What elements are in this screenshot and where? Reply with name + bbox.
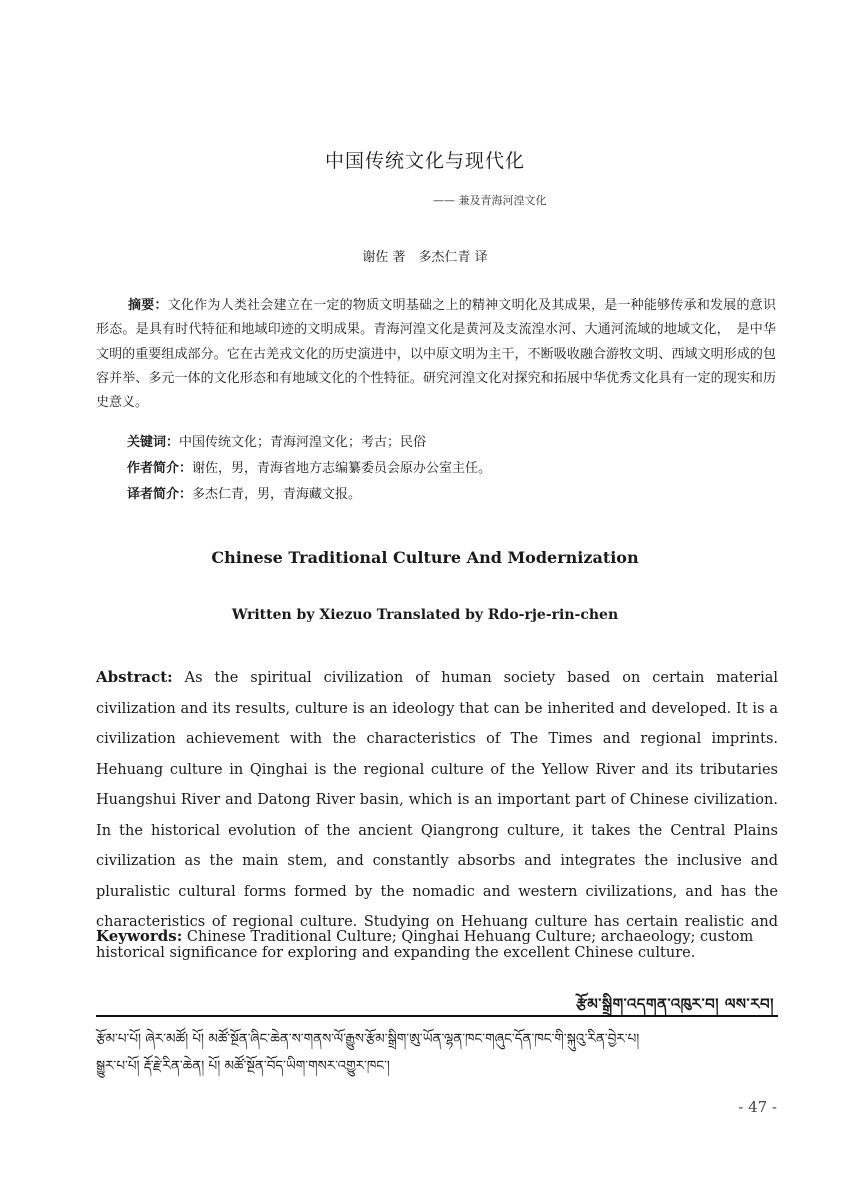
- page-number: - 47 -: [738, 1098, 777, 1116]
- keywords-cn-label: 关键词：: [127, 435, 180, 450]
- abstract-cn-text: 文化作为人类社会建立在一定的物质文明基础之上的精神文明化及其成果，是一种能够传承和发展的意识形态。是具有时代特征和地域印迹的文明成果。青海河湟文化是黄河及支流湟水河、大通河流域的地域文化， 是中华文明的重要组成部分。它在古羌戎文化的历史演进中，以中原文明为主干，不断吸收融合游牧文明、西域文明形成的包容并举、多元一体的文化形态和有地域文化的个性特征。研究河湟文化对探究和拓展中华优秀文化具有一定的现实和历史意义。: [96, 298, 776, 411]
- keywords-cn-text: 中国传统文化；青海河湟文化；考古；民俗: [179, 435, 427, 450]
- abstract-en-label: Abstract:: [96, 668, 173, 686]
- keywords-cn: [127, 431, 426, 450]
- abstract-cn-label: 摘要：: [128, 298, 168, 313]
- tibetan-author-line: རྩོམ་པ་པོ། ཞེར་མཚོ། པོ། མཚོ་སྔོན་ཞིང་ཆེན་ས་གནས་ལོ་རྒྱུས་རྩོམ་སྒྲིག་ཨུ་ཡོན་ལྷན་ཁང་གཞུང་དོན་ཁང་གི་སྐུའུ་རིན་བྱེར་པ།: [96, 1031, 640, 1047]
- author-intro-text: 谢佐，男，青海省地方志编纂委员会原办公室主任。: [192, 461, 492, 476]
- keywords-en-label: Keywords:: [96, 927, 183, 945]
- authors-cn: 谢佐 著 多杰仁青 译: [362, 250, 488, 265]
- translator-intro-text: 多杰仁青，男，青海藏文报。: [192, 487, 362, 502]
- keywords-en-text: Chinese Traditional Culture; Qinghai Hehuang Culture; archaeology; custom: [182, 929, 754, 945]
- abstract-en: [96, 662, 778, 968]
- abstract-cn: [96, 294, 776, 415]
- divider: [96, 1015, 778, 1017]
- tibetan-header: རྩོམ་སྒྲིག་འདགན་འཁུར་བ། ལས་རབ།: [576, 995, 774, 1013]
- author-intro: [127, 457, 491, 476]
- article-subtitle: —— 兼及青海河湟文化: [433, 194, 547, 207]
- tibetan-translator-line: སྒྱུར་པ་པོ། རྡོ་རྗེ་རིན་ཆེན། པོ། མཚོ་སྔོན་བོད་ཡིག་གསར་འགྱུར་ཁང་།: [96, 1058, 390, 1074]
- keywords-en: [96, 927, 778, 945]
- abstract-en-text: As the spiritual civilization of human society based on certain material civilization and its results, culture is an ideology that can be inherited and developed. It is a civilization achievement with the characteristics of The Times and regional imprints. Hehuang culture in Qinghai is the regional culture of the Yellow River and its tributaries Huangshui River and Datong River basin, which is an important part of Chinese civilization. In the historical evolution of the ancient Qiangrong culture, it takes the Central Plains civilization as the main stem, and constantly absorbs and integrates the inclusive and pluralistic cultural forms formed by the nomadic and western civilizations, and has the characteristics of regional culture. Studying on Hehuang culture has certain realistic and historical significance for exploring and expanding the excellent Chinese culture.: [96, 670, 778, 961]
- article-title-en: Chinese Traditional Culture And Modernization: [211, 548, 639, 567]
- article-title: 中国传统文化与现代化: [324, 150, 525, 172]
- translator-intro: [127, 483, 361, 502]
- translator-intro-label: 译者简介：: [127, 487, 193, 502]
- authors-en: Written by Xiezuo Translated by Rdo-rje-rin-chen: [231, 607, 619, 623]
- author-intro-label: 作者简介：: [127, 461, 193, 476]
